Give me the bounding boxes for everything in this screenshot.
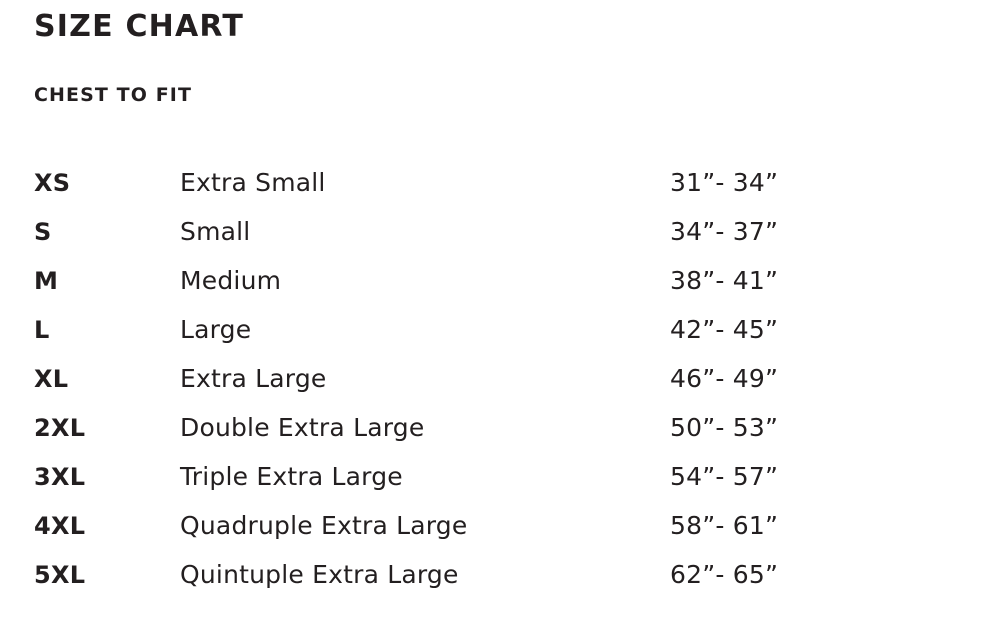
size-name: Small: [180, 217, 251, 246]
size-name: Extra Small: [180, 168, 326, 197]
size-abbreviation: 2XL: [34, 413, 86, 442]
section-subtitle: CHEST TO FIT: [34, 84, 193, 106]
table-row: [34, 452, 934, 501]
chest-measurement: 62”- 65”: [670, 560, 779, 589]
size-abbreviation: XL: [34, 364, 69, 393]
chest-measurement: 38”- 41”: [670, 266, 779, 295]
table-row: [34, 354, 934, 403]
chest-measurement: 42”- 45”: [670, 315, 779, 344]
size-name: Medium: [180, 266, 282, 295]
size-name: Triple Extra Large: [180, 462, 403, 491]
chest-measurement: 46”- 49”: [670, 364, 779, 393]
page-title: SIZE CHART: [34, 9, 245, 44]
size-name: Quintuple Extra Large: [180, 560, 459, 589]
table-row: [34, 158, 934, 207]
table-row: [34, 207, 934, 256]
size-abbreviation: M: [34, 266, 59, 295]
size-abbreviation: 3XL: [34, 462, 86, 491]
size-name: Quadruple Extra Large: [180, 511, 468, 540]
size-abbreviation: S: [34, 217, 52, 246]
chest-measurement: 54”- 57”: [670, 462, 779, 491]
size-name: Double Extra Large: [180, 413, 425, 442]
chest-measurement: 31”- 34”: [670, 168, 779, 197]
size-name: Extra Large: [180, 364, 327, 393]
chest-measurement: 58”- 61”: [670, 511, 779, 540]
chest-measurement: 34”- 37”: [670, 217, 779, 246]
table-row: [34, 403, 934, 452]
size-chart-table-body: [34, 158, 934, 599]
size-abbreviation: L: [34, 315, 50, 344]
size-chart-table: [34, 158, 934, 599]
size-abbreviation: 5XL: [34, 560, 86, 589]
table-row: [34, 256, 934, 305]
size-name: Large: [180, 315, 252, 344]
table-row: [34, 305, 934, 354]
size-abbreviation: 4XL: [34, 511, 86, 540]
chest-measurement: 50”- 53”: [670, 413, 779, 442]
size-abbreviation: XS: [34, 168, 71, 197]
table-row: [34, 550, 934, 599]
table-row: [34, 501, 934, 550]
